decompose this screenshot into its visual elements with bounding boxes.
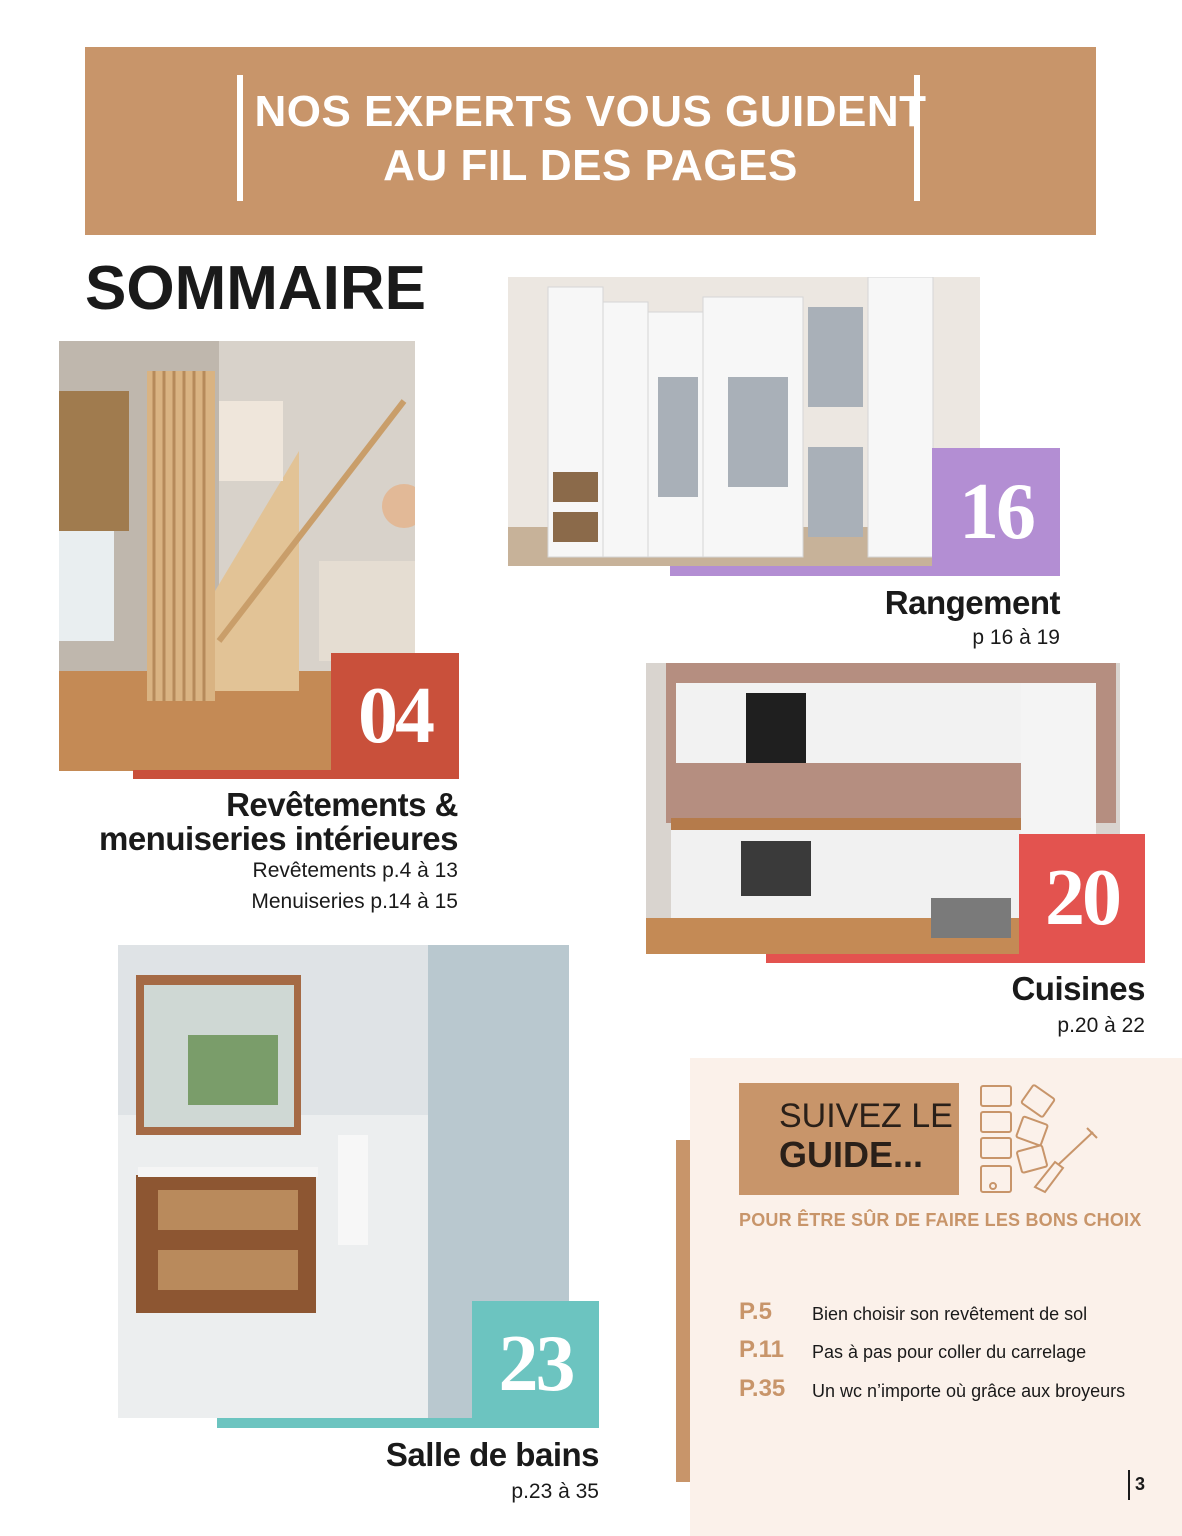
guide-heading-line-1: SUIVEZ LE <box>779 1097 953 1135</box>
section-23-title: Salle de bains <box>385 1436 599 1473</box>
section-04-pages <box>251 855 458 917</box>
section-23-pages: p.23 à 35 <box>511 1480 599 1503</box>
page-title: SOMMAIRE <box>85 254 426 323</box>
guide-item-3-text: Un wc n’importe où grâce aux broyeurs <box>812 1381 1126 1401</box>
guide-item-2-text: Pas à pas pour coller du carrelage <box>812 1342 1087 1362</box>
section-04-number: 04 <box>331 653 459 779</box>
section-16-title: Rangement <box>884 584 1060 621</box>
guide-item-2-ref: P.11 <box>739 1336 784 1363</box>
page-number-divider <box>1128 1470 1130 1500</box>
guide-heading-line-2: GUIDE... <box>779 1134 924 1175</box>
section-04-pages-line-1: Revêtements p.4 à 13 <box>252 859 458 882</box>
section-16-pages: p 16 à 19 <box>972 626 1060 649</box>
guide-item-1-ref: P.5 <box>739 1298 772 1325</box>
banner-title <box>85 85 1096 193</box>
guide-item-1-text: Bien choisir son revêtement de sol <box>812 1304 1088 1324</box>
section-04-pages-line-2: Menuiseries p.14 à 15 <box>251 890 458 913</box>
guide-item-3-ref: P.35 <box>739 1375 786 1402</box>
wardrobe-photo <box>508 277 980 566</box>
section-04-title <box>99 788 458 856</box>
banner-line-1: NOS EXPERTS VOUS GUIDENT <box>254 87 927 136</box>
header-banner <box>85 47 1096 235</box>
page-number: 3 <box>1135 1474 1146 1494</box>
section-20-title: Cuisines <box>1011 970 1145 1007</box>
section-20-number: 20 <box>1019 834 1145 962</box>
section-20-pages: p.20 à 22 <box>1057 1014 1145 1037</box>
banner-line-2: AU FIL DES PAGES <box>383 141 798 190</box>
section-04-title-line-1: Revêtements & <box>226 786 458 823</box>
guide-subtitle: POUR ÊTRE SÛR DE FAIRE LES BONS CHOIX <box>739 1210 1142 1230</box>
section-04-title-line-2: menuiseries intérieures <box>98 820 458 857</box>
tools-icon <box>975 1082 1100 1197</box>
section-23-number: 23 <box>472 1301 599 1428</box>
guide-accent-bar <box>676 1140 690 1482</box>
section-16-number: 16 <box>932 448 1060 576</box>
guide-heading-box <box>739 1083 959 1195</box>
wardrobe-illustration <box>508 277 980 566</box>
